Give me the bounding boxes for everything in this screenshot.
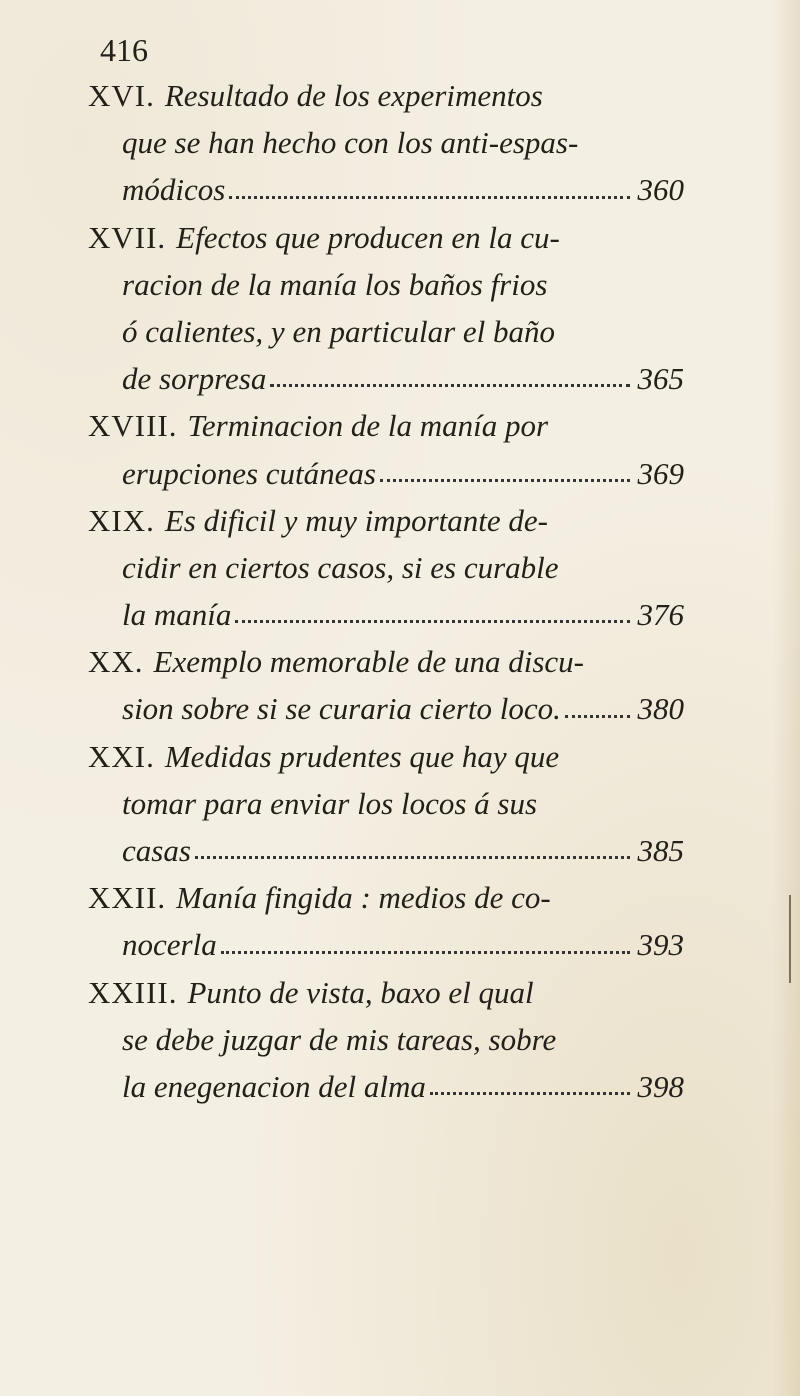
toc-entry-line xyxy=(88,308,684,355)
toc-entry-line xyxy=(88,166,684,213)
dot-leader xyxy=(565,713,630,718)
chapter-title-text: ó calientes, y en particular el baño xyxy=(122,313,556,349)
chapter-numeral: XX. xyxy=(88,644,144,680)
table-of-contents xyxy=(88,72,684,1110)
dot-leader xyxy=(229,194,629,199)
chapter-title-text: Efectos que producen en la cu- xyxy=(176,219,560,255)
toc-entry-line xyxy=(88,214,684,261)
toc-entry-line xyxy=(88,72,684,119)
chapter-title-text: Medidas prudentes que hay que xyxy=(164,738,560,774)
chapter-title-text: Resultado de los experimentos xyxy=(164,78,543,113)
toc-entry-line xyxy=(88,119,684,166)
chapter-title-text: de sorpresa xyxy=(122,361,267,397)
chapter-numeral: XIX. xyxy=(88,502,155,538)
page-reference: 380 xyxy=(637,691,684,727)
page-reference: 360 xyxy=(637,172,684,208)
page-number: 416 xyxy=(100,32,148,68)
chapter-numeral: XVI. xyxy=(88,78,155,113)
toc-entry-line xyxy=(88,780,684,827)
toc-entry-line xyxy=(88,261,684,308)
toc-entry-line xyxy=(88,402,684,449)
page-reference: 376 xyxy=(637,597,684,633)
toc-entry-line xyxy=(88,450,684,497)
toc-entry-line xyxy=(88,638,684,685)
chapter-numeral: XXI. xyxy=(88,738,155,774)
toc-entry-line xyxy=(88,355,684,402)
chapter-numeral: XVII. xyxy=(88,219,167,255)
page-edge-shadow xyxy=(772,0,800,1396)
chapter-title-text: erupciones cutáneas xyxy=(122,455,376,491)
toc-entry-line xyxy=(88,733,684,780)
dot-leader xyxy=(270,382,629,387)
page-reference: 393 xyxy=(637,927,684,963)
page-reference: 398 xyxy=(637,1068,684,1104)
toc-entry-line xyxy=(88,827,684,874)
chapter-title-text: se debe juzgar de mis tareas, sobre xyxy=(122,1021,557,1057)
dot-leader xyxy=(430,1090,630,1095)
chapter-numeral: XXIII. xyxy=(88,974,178,1010)
toc-entry-line xyxy=(88,874,684,921)
chapter-title-text: Punto de vista, baxo el qual xyxy=(187,974,534,1010)
toc-entry-line xyxy=(88,1016,684,1063)
toc-entry-line xyxy=(88,1063,684,1110)
page-reference: 385 xyxy=(637,833,684,868)
toc-entry-line xyxy=(88,921,684,968)
toc-entry-line xyxy=(88,591,684,638)
toc-entry-line xyxy=(88,969,684,1016)
chapter-title-text: tomar para enviar los locos á sus xyxy=(122,785,538,821)
page-reference: 365 xyxy=(637,361,684,397)
page-reference: 369 xyxy=(637,455,684,491)
chapter-title-text: casas xyxy=(122,833,191,868)
dot-leader xyxy=(235,618,629,623)
dot-leader xyxy=(380,477,630,482)
chapter-title-text: la enegenacion del alma xyxy=(122,1068,426,1104)
page-edge-mark xyxy=(789,895,791,983)
chapter-title-text: cidir en ciertos casos, si es curable xyxy=(122,549,559,585)
toc-entry-line xyxy=(88,497,684,544)
chapter-title-text: nocerla xyxy=(122,927,217,963)
chapter-title-text: que se han hecho con los anti-espas- xyxy=(122,125,579,161)
chapter-numeral: XVIII. xyxy=(88,408,178,444)
chapter-title-text: racion de la manía los baños frios xyxy=(122,266,548,302)
chapter-title-text: Exemplo memorable de una discu- xyxy=(153,644,584,680)
toc-entry-line xyxy=(88,685,684,732)
toc-entry-line xyxy=(88,544,684,591)
dot-leader xyxy=(221,949,630,954)
chapter-numeral: XXII. xyxy=(88,880,167,916)
chapter-title-text: Es dificil y muy importante de- xyxy=(164,502,548,538)
chapter-title-text: Manía fingida : medios de co- xyxy=(176,880,551,916)
chapter-title-text: la manía xyxy=(122,597,232,633)
chapter-title-text: Terminacion de la manía por xyxy=(187,408,549,444)
chapter-title-text: módicos xyxy=(122,172,226,208)
chapter-title-text: sion sobre si se curaria cierto loco. xyxy=(122,691,561,727)
dot-leader xyxy=(195,854,630,859)
